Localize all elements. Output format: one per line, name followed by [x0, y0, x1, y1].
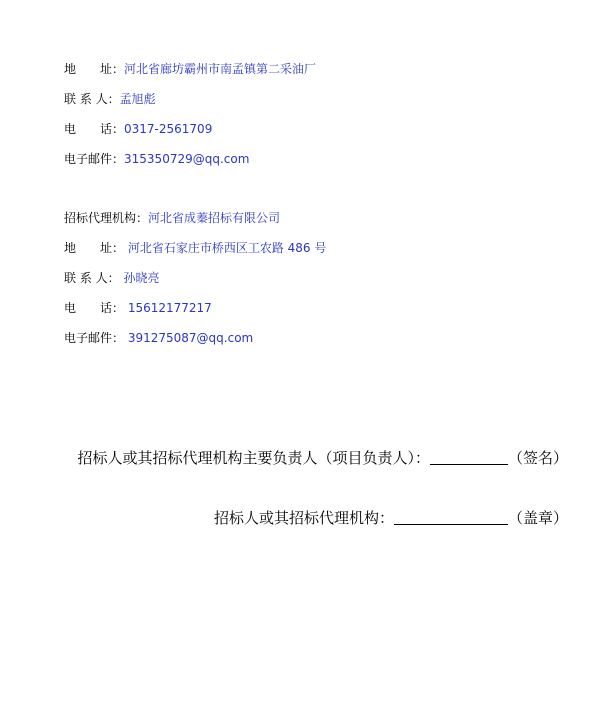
buyer-email-label: 电子邮件： [64, 152, 125, 166]
agency-address-value: 河北省石家庄市桥西区工农路 486 号 [124, 241, 327, 255]
buyer-email-value: 315350729@qq.com [124, 152, 250, 166]
signature-org-blank[interactable] [394, 510, 508, 525]
buyer-phone-row [64, 121, 212, 137]
buyer-contact-row [64, 91, 156, 107]
buyer-email-row [64, 151, 249, 167]
buyer-address-row [64, 61, 316, 77]
agency-phone-label: 电 话： [64, 301, 125, 315]
agency-phone-value: 15612177217 [124, 301, 212, 315]
signature-person-suffix: （签名） [507, 449, 568, 467]
signature-org-text: 招标人或其招标代理机构： [213, 509, 394, 527]
buyer-address-label: 地 址： [64, 62, 125, 76]
agency-contact-label: 联 系 人： [64, 271, 120, 285]
agency-name-label: 招标代理机构： [64, 211, 149, 225]
buyer-address-value: 河北省廊坊霸州市南孟镇第二采油厂 [124, 62, 317, 76]
buyer-contact-label: 联 系 人： [64, 92, 120, 106]
agency-name-value: 河北省成蓁招标有限公司 [148, 211, 281, 225]
signature-person-blank[interactable] [430, 450, 508, 465]
buyer-contact-value: 孟旭彪 [119, 92, 156, 106]
buyer-phone-label: 电 话： [64, 122, 125, 136]
agency-name-row [64, 210, 280, 226]
agency-address-label: 地 址： [64, 241, 125, 255]
signature-org-suffix: （盖章） [507, 509, 568, 527]
agency-email-label: 电子邮件： [64, 331, 125, 345]
agency-contact-value: 孙晓亮 [119, 271, 160, 285]
agency-phone-row [64, 300, 212, 316]
agency-contact-row [64, 270, 159, 286]
signature-person-line [77, 448, 568, 468]
agency-address-row [64, 240, 326, 256]
buyer-phone-value: 0317-2561709 [124, 122, 213, 136]
agency-email-value: 391275087@qq.com [124, 331, 254, 345]
signature-org-line [214, 508, 568, 528]
signature-person-text: 招标人或其招标代理机构主要负责人（项目负责人）： [77, 449, 430, 467]
agency-email-row [64, 330, 253, 346]
